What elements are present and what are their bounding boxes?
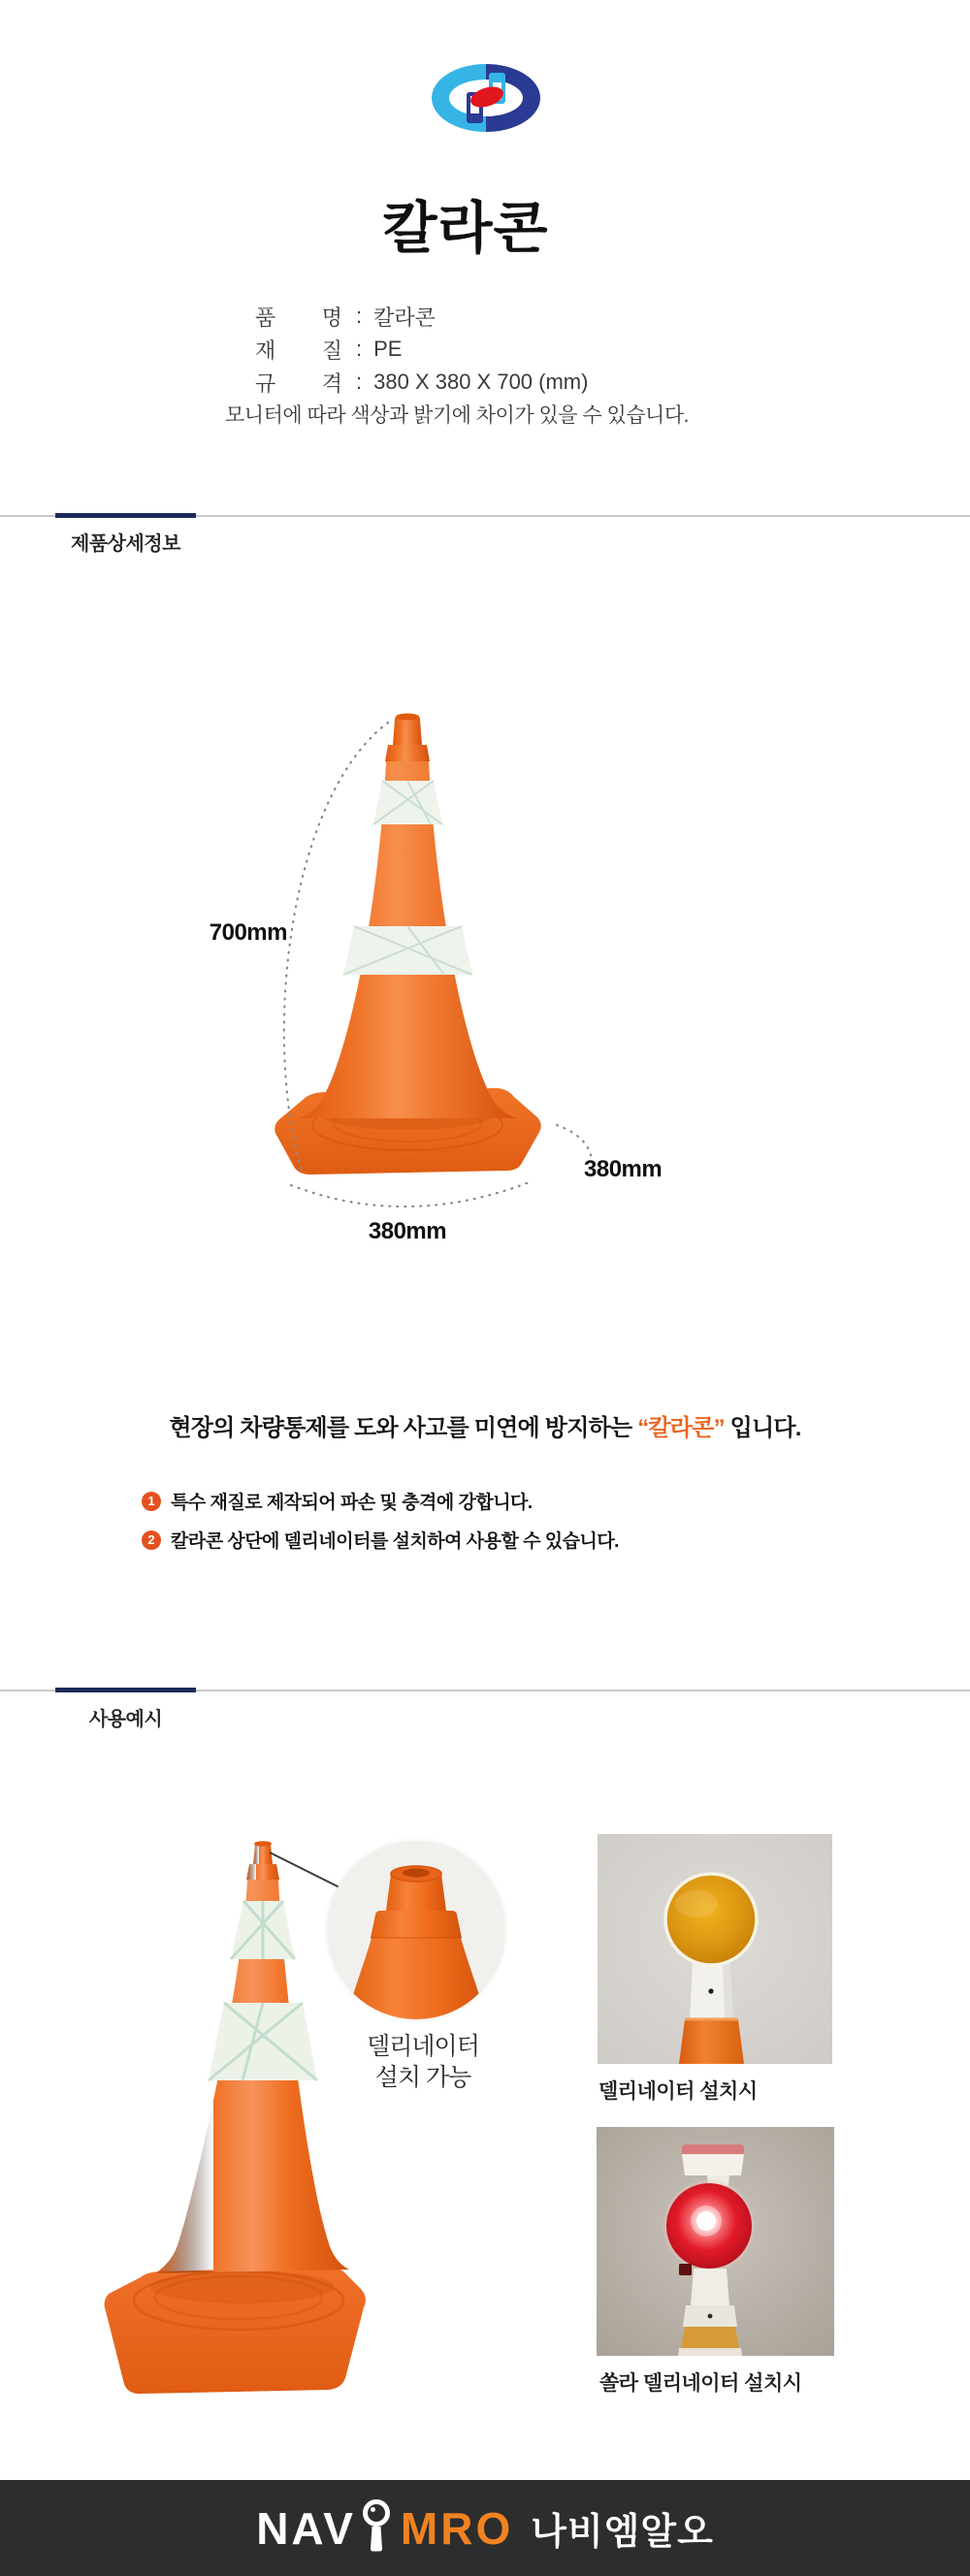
section-accent-bar	[55, 513, 196, 518]
section-title-usage: 사용예시	[88, 1709, 163, 1730]
feature-item-2	[142, 1527, 619, 1553]
solar-delineator-image	[597, 2127, 834, 2356]
spec-label: 재 질	[255, 338, 342, 363]
delineator-photo	[598, 1834, 832, 2064]
delineator-image	[598, 1834, 832, 2064]
company-logo	[429, 61, 543, 135]
spec-value: PE	[373, 337, 403, 361]
spec-value: 칼라콘	[373, 305, 436, 330]
callout-caption-line2: 설치 가능	[374, 2064, 471, 2091]
navimro-logo	[256, 2500, 714, 2557]
callout-caption	[355, 2031, 491, 2093]
spec-value: 380 X 380 X 700 (mm)	[373, 370, 589, 394]
height-measure-label: 700mm	[209, 919, 287, 946]
solar-delineator-photo	[597, 2127, 834, 2356]
depth-measure-label: 380mm	[368, 1218, 447, 1244]
cone-tip-macro-image	[327, 1841, 505, 2019]
cone-dimension-diagram	[136, 669, 679, 1290]
spec-colon: :	[356, 370, 363, 394]
spec-colon: :	[356, 337, 363, 361]
footer-bar	[0, 2480, 970, 2576]
headline-accent: “칼라콘”	[637, 1415, 725, 1441]
width-measure-label: 380mm	[584, 1156, 663, 1182]
headline-prefix: 현장의 차량통제를 도와 사고를 미연에 방지하는	[169, 1415, 638, 1441]
monitor-color-note: 모니터에 따라 색상과 밝기에 차이가 있을 수 있습니다.	[225, 404, 689, 427]
section-title-detail: 제품상세정보	[71, 533, 180, 555]
feature-number-badge: 1	[142, 1492, 161, 1511]
spec-colon: :	[356, 304, 363, 328]
cone-tip-callout	[327, 1841, 505, 2019]
headline-suffix: 입니다.	[724, 1415, 801, 1441]
callout-caption-line1: 델리네이터	[367, 2033, 479, 2060]
feature-text: 특수 재질로 제작되어 파손 및 충격에 강합니다.	[171, 1493, 533, 1513]
brand-nav-text: NAV	[256, 2502, 356, 2554]
brand-korean-text: 나비엠알오	[531, 2512, 714, 2553]
page-title: 칼라콘	[382, 197, 549, 260]
section-accent-bar	[55, 1688, 196, 1692]
feature-item-1	[142, 1488, 533, 1514]
solar-delineator-caption: 쏠라 델리네이터 설치시	[599, 2372, 802, 2395]
headline	[0, 1408, 970, 1442]
magnifier-icon	[360, 2498, 393, 2555]
delineator-caption: 델리네이터 설치시	[598, 2080, 758, 2103]
feature-text: 칼라콘 상단에 델리네이터를 설치하여 사용할 수 있습니다.	[171, 1531, 619, 1552]
spec-row-size	[255, 368, 588, 397]
spec-label: 품 명	[255, 305, 342, 330]
spec-row-material	[255, 335, 402, 364]
spec-row-name	[255, 302, 436, 331]
spec-label: 규 격	[255, 370, 342, 396]
feature-number-badge: 2	[142, 1530, 161, 1550]
brand-mro-text: MRO	[400, 2502, 514, 2554]
